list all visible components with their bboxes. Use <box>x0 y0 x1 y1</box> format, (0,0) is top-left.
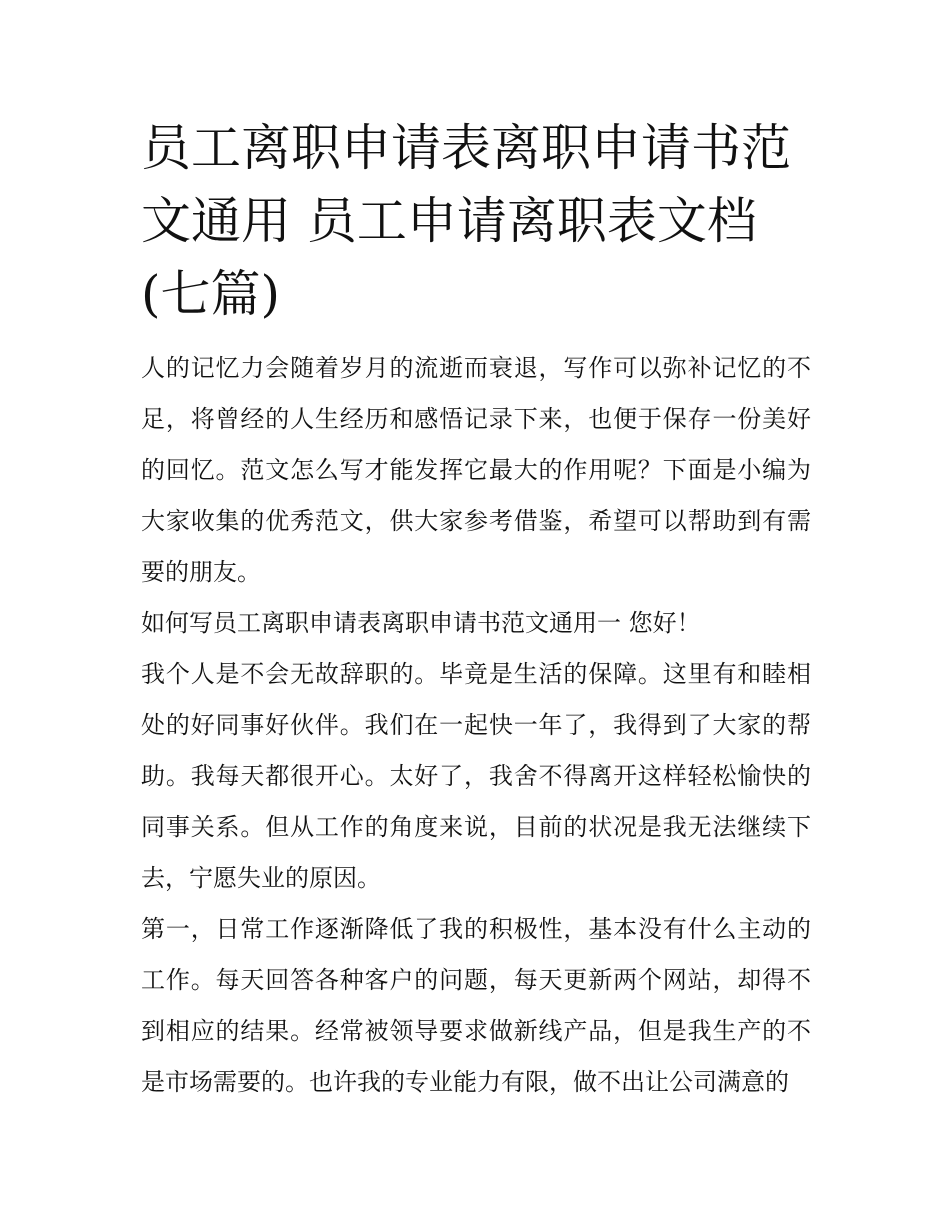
document-body <box>141 343 811 1108</box>
paragraph-reason-first: 第一，日常工作逐渐降低了我的积极性，基本没有什么主动的工作。每天回答各种客户的问题，每天更新两个网站，却得不到相应的结果。经常被领导要求做新线产品，但是我生产的不是市场需要的。也许我的专业能力有限，做不出让公司满意的 <box>141 915 811 1096</box>
paragraph-intro: 人的记忆力会随着岁月的流逝而衰退，写作可以弥补记忆的不足，将曾经的人生经历和感悟记录下来，也便于保存一份美好的回忆。范文怎么写才能发挥它最大的作用呢？下面是小编为大家收集的优秀范文，供大家参考借鉴，希望可以帮助到有需要的朋友。 <box>141 354 811 586</box>
document-title: 员工离职申请表离职申请书范文通用 员工申请离职表文档(七篇) <box>141 119 791 323</box>
document-page <box>141 112 811 1108</box>
paragraph-heading-one: 如何写员工离职申请表离职申请书范文通用一 您好！ <box>141 609 701 637</box>
paragraph-reason-intro: 我个人是不会无故辞职的。毕竟是生活的保障。这里有和睦相处的好同事好伙伴。我们在一起快一年了，我得到了大家的帮助。我每天都很开心。太好了，我舍不得离开这样轻松愉快的同事关系。但从工作的角度来说，目前的状况是我无法继续下去，宁愿失业的原因。 <box>141 660 811 892</box>
